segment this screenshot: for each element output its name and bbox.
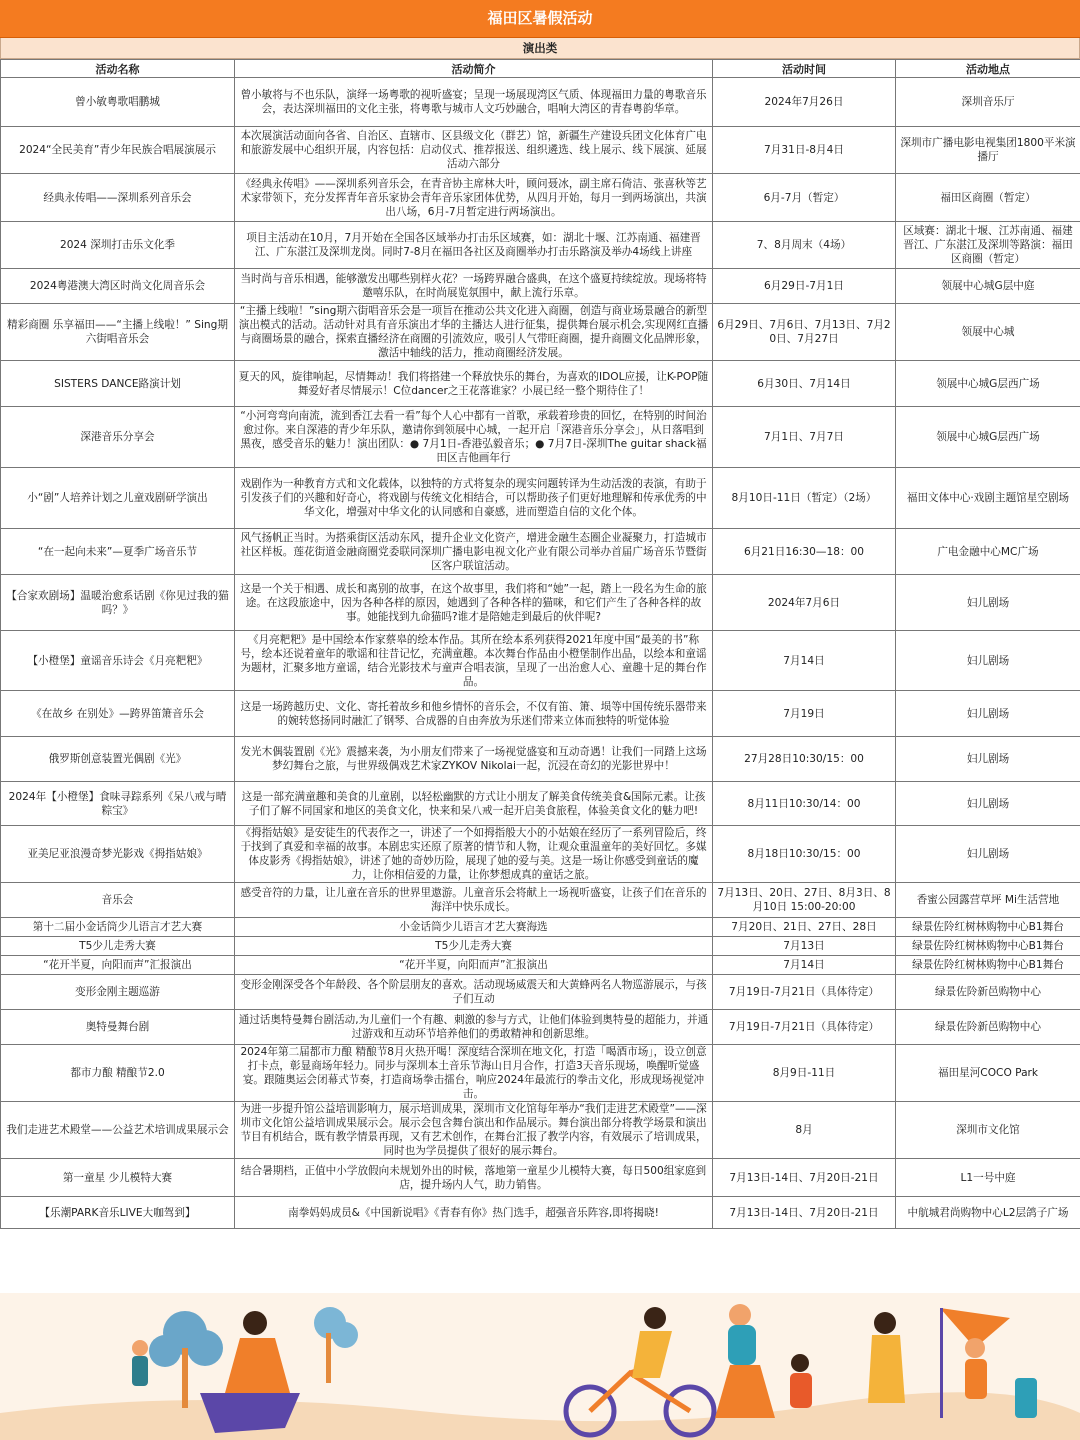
activity-place: 妇儿剧场 — [896, 575, 1080, 631]
activity-place: 福田星河COCO Park — [896, 1045, 1080, 1102]
activity-time: 7、8月周末（4场） — [713, 222, 896, 269]
activity-desc: T5少儿走秀大赛 — [235, 937, 713, 956]
table-row — [1, 304, 1080, 361]
activity-name: 2024 深圳打击乐文化季 — [1, 222, 235, 269]
activity-name: 【小橙堡】童谣音乐诗会《月亮粑粑》 — [1, 631, 235, 691]
table-row — [1, 269, 1080, 304]
table-row — [1, 174, 1080, 222]
activity-time: 7月13日-14日、7月20日-21日 — [713, 1197, 896, 1229]
activity-place: 绿景佐阾新邑购物中心 — [896, 1010, 1080, 1045]
activity-desc: 本次展演活动面向各省、自治区、直辖市、区县级文化（群艺）馆，新疆生产建设兵团文化体育广电和旅游发展中心组织开展，内容包括：启动仪式、推荐报送、组织遴选、线上展示、线下展演、延展活动六部分 — [235, 127, 713, 174]
activity-desc: “主播上线啦！”sing期六街唱音乐会是一项旨在推动公共文化进入商圈，创造与商业场景融合的新型演出模式的活动。活动针对具有音乐演出才华的主播达人进行征集，提供舞台展示机会,实现网红直播与商圈场景的融合，探索直播经济在商圈的引流效应，吸引人气带旺商圈，提升商圈文化品牌形象，激活中轴线的活力，推动商圈经济发展。 — [235, 304, 713, 361]
activity-time: 7月19日-7月21日（具体待定） — [713, 1010, 896, 1045]
activity-desc: 变形金刚深受各个年龄段、各个阶层朋友的喜欢。活动现场威震天和大黄蜂两名人物巡游展示，与孩子们互动 — [235, 975, 713, 1010]
activity-place: 绿景佐阾红树林购物中心B1舞台 — [896, 956, 1080, 975]
activity-desc: 南拳妈妈成员&《中国新说唱》《青春有你》热门选手，超强音乐阵容,即将揭晓! — [235, 1197, 713, 1229]
table-row — [1, 918, 1080, 937]
activity-desc: 《经典永传唱》——深圳系列音乐会，在青音协主席林大叶，顾问聂冰，副主席石倚洁、张喜秋等艺术家带领下，充分发挥青年音乐家协会青年音乐家团体优势，从四月开始，每月一到两场演出，共演出八场，6月-7月暂定进行两场演出。 — [235, 174, 713, 222]
activity-name: SISTERS DANCE路演计划 — [1, 361, 235, 407]
activity-name: 精彩商圈 乐享福田——“主播上线啦！” Sing期六街唱音乐会 — [1, 304, 235, 361]
activity-desc: 这是一部充满童趣和美食的儿童剧，以轻松幽默的方式让小朋友了解美食传统美食&国际元素。让孩子们了解不同国家和地区的美食文化，快来和呆八戒一起开启美食旅程，体验美食文化的魅力吧! — [235, 782, 713, 826]
table-row — [1, 826, 1080, 883]
activity-time: 7月1日、7月7日 — [713, 407, 896, 468]
activity-time: 2024年7月6日 — [713, 575, 896, 631]
activity-desc: 曾小敏将与不也乐队，演绎一场粤歌的视听盛宴；呈现一场展现湾区气质、体现福田力量的粤歌音乐会，表达深圳福田的文化主张，将粤歌与城市人文巧妙融合，唱响大湾区的青春粤韵华章。 — [235, 78, 713, 127]
activity-time: 7月19日 — [713, 691, 896, 737]
activity-place: 妇儿剧场 — [896, 782, 1080, 826]
activity-desc: 这是一场跨越历史、文化、寄托着故乡和他乡情怀的音乐会，不仅有笛、箫、埙等中国传统乐器带来的婉转悠扬同时融汇了钢琴、合成器的自由奔放为乐迷们带来立体而独特的听觉体验 — [235, 691, 713, 737]
activity-name: 2024“全民美育”青少年民族合唱展演展示 — [1, 127, 235, 174]
activity-desc: 这是一个关于相遇、成长和离别的故事，在这个故事里，我们将和“她”一起，踏上一段名为生命的旅途。在这段旅途中，因为各种各样的原因，她遇到了各种各样的猫咪，和它们产生了各种各样的故事。她能找到九命猫吗?谁才是陪她走到最后的伙伴呢? — [235, 575, 713, 631]
activity-desc: 2024年第二届都市力酿 精酿节8月火热开喝！深度结合深圳在地文化，打造「喝酒市场」，设立创意打卡点，彰显商场年轻力。同步与深圳本土音乐节海山日月合作，打造3天音乐现场，唤醒听觉盛宴。跟随奥运会闭幕式节奏，打造商场拳击擂台，响应2024年最流行的拳击文化，形成现场视觉冲击。 — [235, 1045, 713, 1102]
activity-place: 领展中心城G层西广场 — [896, 407, 1080, 468]
category-header: 演出类 — [0, 38, 1080, 59]
table-row — [1, 78, 1080, 127]
activity-name: 第一童星 少儿模特大赛 — [1, 1159, 235, 1197]
activity-place: 深圳市文化馆 — [896, 1102, 1080, 1159]
table-row — [1, 468, 1080, 529]
activity-name: “在一起向未来”—夏季广场音乐节 — [1, 529, 235, 575]
activity-name: 俄罗斯创意装置光偶剧《光》 — [1, 737, 235, 782]
activity-place: 广电金融中心MC广场 — [896, 529, 1080, 575]
page-title: 福田区暑假活动 — [0, 0, 1080, 38]
activity-desc: 小金话筒少儿语言才艺大赛海选 — [235, 918, 713, 937]
activity-name: 我们走进艺术殿堂——公益艺术培训成果展示会 — [1, 1102, 235, 1159]
activity-desc: “花开半夏，向阳而声”汇报演出 — [235, 956, 713, 975]
activity-place: 妇儿剧场 — [896, 826, 1080, 883]
activity-time: 6月29日、7月6日、7月13日、7月20日、7月27日 — [713, 304, 896, 361]
activity-desc: 为进一步提升馆公益培训影响力，展示培训成果，深圳市文化馆每年举办“我们走进艺术殿堂”——深圳市文化馆公益培训成果展示会。展示会包含舞台演出和作品展示。舞台演出部分将教学场景和演出节目有机结合，既有教学情景再现，又有艺术创作，在舞台汇报了教学内容，有效展示了培训成果，同时也为学员提供了很好的展示舞台。 — [235, 1102, 713, 1159]
table-row — [1, 575, 1080, 631]
activity-time: 7月20日、21日、27日、28日 — [713, 918, 896, 937]
activity-name: 【合家欢剧场】温暖治愈系话剧《你见过我的猫吗？》 — [1, 575, 235, 631]
table-row — [1, 1159, 1080, 1197]
activity-time: 7月31日-8月4日 — [713, 127, 896, 174]
activity-time: 2024年7月26日 — [713, 78, 896, 127]
activity-desc: 项目主活动在10月，7月开始在全国各区域举办打击乐区域赛，如：湖北十堰、江苏南通、福建晋江、广东湛江及深圳龙岗。同时7-8月在福田各社区及商圈举办打击乐路演及举办4场线上讲座 — [235, 222, 713, 269]
activity-name: 2024年【小橙堡】食味寻踪系列《呆八戒与晴粽宝》 — [1, 782, 235, 826]
activity-name: 《在故乡 在别处》—跨界笛箫音乐会 — [1, 691, 235, 737]
activity-place: 福田文体中心·戏剧主题馆星空剧场 — [896, 468, 1080, 529]
activity-place: 绿景佐阾红树林购物中心B1舞台 — [896, 937, 1080, 956]
activity-desc: 结合暑期档，正值中小学放假向未规划外出的时候，落地第一童星少儿模特大赛，每日500组家庭到店，提升场内人气，助力销售。 — [235, 1159, 713, 1197]
activity-time: 8月18日10:30/15：00 — [713, 826, 896, 883]
activity-desc: 当时尚与音乐相遇，能够激发出哪些别样火花？一场跨界融合盛典，在这个盛夏持续绽放。现场将特邀嘻乐队，在时尚展览氛围中，献上流行乐章。 — [235, 269, 713, 304]
activity-desc: 夏天的风，旋律响起，尽情舞动！我们将搭建一个释放快乐的舞台，为喜欢的IDOL应援，让K-POP随舞爱好者尽情展示！C位dancer之王花落谁家？小展已经一整个期待住了！ — [235, 361, 713, 407]
activity-time: 8月10日-11日（暂定）（2场） — [713, 468, 896, 529]
table-row — [1, 975, 1080, 1010]
activity-time: 7月13日-14日、7月20日-21日 — [713, 1159, 896, 1197]
activity-name: 【乐潮PARK音乐LIVE大咖驾到】 — [1, 1197, 235, 1229]
activity-place: 领展中心城G层西广场 — [896, 361, 1080, 407]
activity-name: 音乐会 — [1, 883, 235, 918]
activity-desc: 感受音符的力量，让儿童在音乐的世界里遨游。儿童音乐会将献上一场视听盛宴，让孩子们在音乐的海洋中快乐成长。 — [235, 883, 713, 918]
header-name: 活动名称 — [1, 60, 235, 78]
activity-place: 香蜜公园露营草坪 Mi生活营地 — [896, 883, 1080, 918]
table-row — [1, 631, 1080, 691]
activity-place: L1一号中庭 — [896, 1159, 1080, 1197]
illustration-graphic — [0, 1293, 1080, 1440]
activity-name: T5少儿走秀大赛 — [1, 937, 235, 956]
activity-place: 中航城君尚购物中心L2层鸽子广场 — [896, 1197, 1080, 1229]
activity-time: 8月9日-11日 — [713, 1045, 896, 1102]
table-row — [1, 1102, 1080, 1159]
table-row — [1, 737, 1080, 782]
activity-name: “花开半夏，向阳而声”汇报演出 — [1, 956, 235, 975]
table-row — [1, 127, 1080, 174]
summer-illustration — [0, 1293, 1080, 1440]
table-row — [1, 1045, 1080, 1102]
activity-place: 领展中心城 — [896, 304, 1080, 361]
activity-name: 亚美尼亚浪漫奇梦光影戏《拇指姑娘》 — [1, 826, 235, 883]
header-time: 活动时间 — [713, 60, 896, 78]
activity-time: 7月14日 — [713, 631, 896, 691]
activity-time: 7月13日 — [713, 937, 896, 956]
activity-desc: “小河弯弯向南流，流到香江去看一看”每个人心中都有一首歌，承载着珍贵的回忆，在特别的时间治愈过你。来自深港的青少年乐队，邀请你到领展中心城，一起开启「深港音乐分享会」，从日落唱到黑夜，感受音乐的魅力！演出团队：● 7月1日-香港弘毅音乐；● 7月7日-深圳The guitar shack福田区吉他画年行 — [235, 407, 713, 468]
activity-place: 福田区商圈（暂定） — [896, 174, 1080, 222]
activity-time: 7月13日、20日、27日、8月3日、8月10日 15:00-20:00 — [713, 883, 896, 918]
table-row — [1, 691, 1080, 737]
activity-name: 奥特曼舞台剧 — [1, 1010, 235, 1045]
activity-time: 27月28日10:30/15：00 — [713, 737, 896, 782]
table-body — [1, 78, 1080, 1229]
activity-name: 2024粤港澳大湾区时尚文化周音乐会 — [1, 269, 235, 304]
table-row — [1, 782, 1080, 826]
activity-time: 8月 — [713, 1102, 896, 1159]
activity-name: 都市力酿 精酿节2.0 — [1, 1045, 235, 1102]
activity-time: 6月29日-7月1日 — [713, 269, 896, 304]
table-row — [1, 883, 1080, 918]
activity-place: 妇儿剧场 — [896, 631, 1080, 691]
table-row — [1, 1010, 1080, 1045]
activity-place: 深圳音乐厅 — [896, 78, 1080, 127]
activity-place: 深圳市广播电影电视集团1800平米演播厅 — [896, 127, 1080, 174]
activity-time: 6月-7月（暂定） — [713, 174, 896, 222]
table-row — [1, 937, 1080, 956]
table-row — [1, 529, 1080, 575]
activity-place: 绿景佐阾新邑购物中心 — [896, 975, 1080, 1010]
activity-place: 妇儿剧场 — [896, 737, 1080, 782]
table-row — [1, 1197, 1080, 1229]
activity-desc: 《月亮粑粑》是中国绘本作家蔡皋的绘本作品。其所在绘本系列获得2021年度中国“最美的书”称号，绘本还说着童年的歌谣和往昔记忆，充满童趣。本次舞台作品由小橙堡制作出品，以绘本和童谣为题材，汇聚多地方童谣，结合光影技术与童声合唱表演，呈现了一出治愈人心、童趣十足的舞台作品。 — [235, 631, 713, 691]
activity-place: 领展中心城G层中庭 — [896, 269, 1080, 304]
activity-name: 经典永传唱——深圳系列音乐会 — [1, 174, 235, 222]
table-row — [1, 956, 1080, 975]
activity-desc: 戏剧作为一种教育方式和文化载体，以独特的方式将复杂的现实问题转译为生动活泼的表演，有助于引发孩子们的兴趣和好奇心，将戏剧与传统文化相结合，可以帮助孩子们更好地理解和传承优秀的中华文化，增强对中华文化的认同感和自豪感，进而塑造自信的文化个体。 — [235, 468, 713, 529]
activity-name: 小“剧”人培养计划之儿童戏剧研学演出 — [1, 468, 235, 529]
activity-time: 7月19日-7月21日（具体待定） — [713, 975, 896, 1010]
activity-desc: 发光木偶装置剧《光》震撼来袭，为小朋友们带来了一场视觉盛宴和互动奇遇！让我们一同踏上这场梦幻舞台之旅，与世界级偶戏艺术家ZYKOV Nikolai一起，沉浸在奇幻的光影世界中！ — [235, 737, 713, 782]
activity-desc: 《拇指姑娘》是安徒生的代表作之一，讲述了一个如拇指般大小的小姑娘在经历了一系列冒险后，终于找到了真爱和幸福的故事。本剧忠实还原了原著的情节和人物，让观众重温童年的美好回忆。多媒体皮影秀《拇指姑娘》，讲述了她的奇妙历险，展现了她的爱与美。这是一场让你感受到童话的魔力，让你相信爱的力量，让你梦想成真的童话之旅。 — [235, 826, 713, 883]
activity-name: 变形金刚主题巡游 — [1, 975, 235, 1010]
activity-place: 妇儿剧场 — [896, 691, 1080, 737]
activity-time: 8月11日10:30/14：00 — [713, 782, 896, 826]
activity-name: 深港音乐分享会 — [1, 407, 235, 468]
activity-time: 6月30日、7月14日 — [713, 361, 896, 407]
table-row — [1, 407, 1080, 468]
table-header-row — [1, 60, 1080, 78]
activity-place: 绿景佐阾红树林购物中心B1舞台 — [896, 918, 1080, 937]
table-row — [1, 222, 1080, 269]
activity-table — [0, 59, 1080, 1229]
header-place: 活动地点 — [896, 60, 1080, 78]
header-desc: 活动简介 — [235, 60, 713, 78]
activity-place: 区域赛：湖北十堰、江苏南通、福建晋江、广东湛江及深圳等路演：福田区商圈（暂定） — [896, 222, 1080, 269]
activity-desc: 通过话奥特曼舞台剧活动,为儿童们一个有趣、刺激的参与方式，让他们体验到奥特曼的超能力，并通过游戏和互动环节培养他们的勇敢精神和创新思维。 — [235, 1010, 713, 1045]
table-row — [1, 361, 1080, 407]
activity-name: 曾小敏粤歌唱鹏城 — [1, 78, 235, 127]
activity-time: 6月21日16:30—18：00 — [713, 529, 896, 575]
activity-time: 7月14日 — [713, 956, 896, 975]
activity-name: 第十二届小金话筒少儿语言才艺大赛 — [1, 918, 235, 937]
activity-desc: 风气扬帆正当时。为搭乘街区活动东风，提升企业文化资产，增进金融生态圈企业凝聚力，打造城市社区样板。莲花街道金融商圈党委联同深圳广播电影电视文化产业有限公司举办首届广场音乐节暨街区客户联谊活动。 — [235, 529, 713, 575]
